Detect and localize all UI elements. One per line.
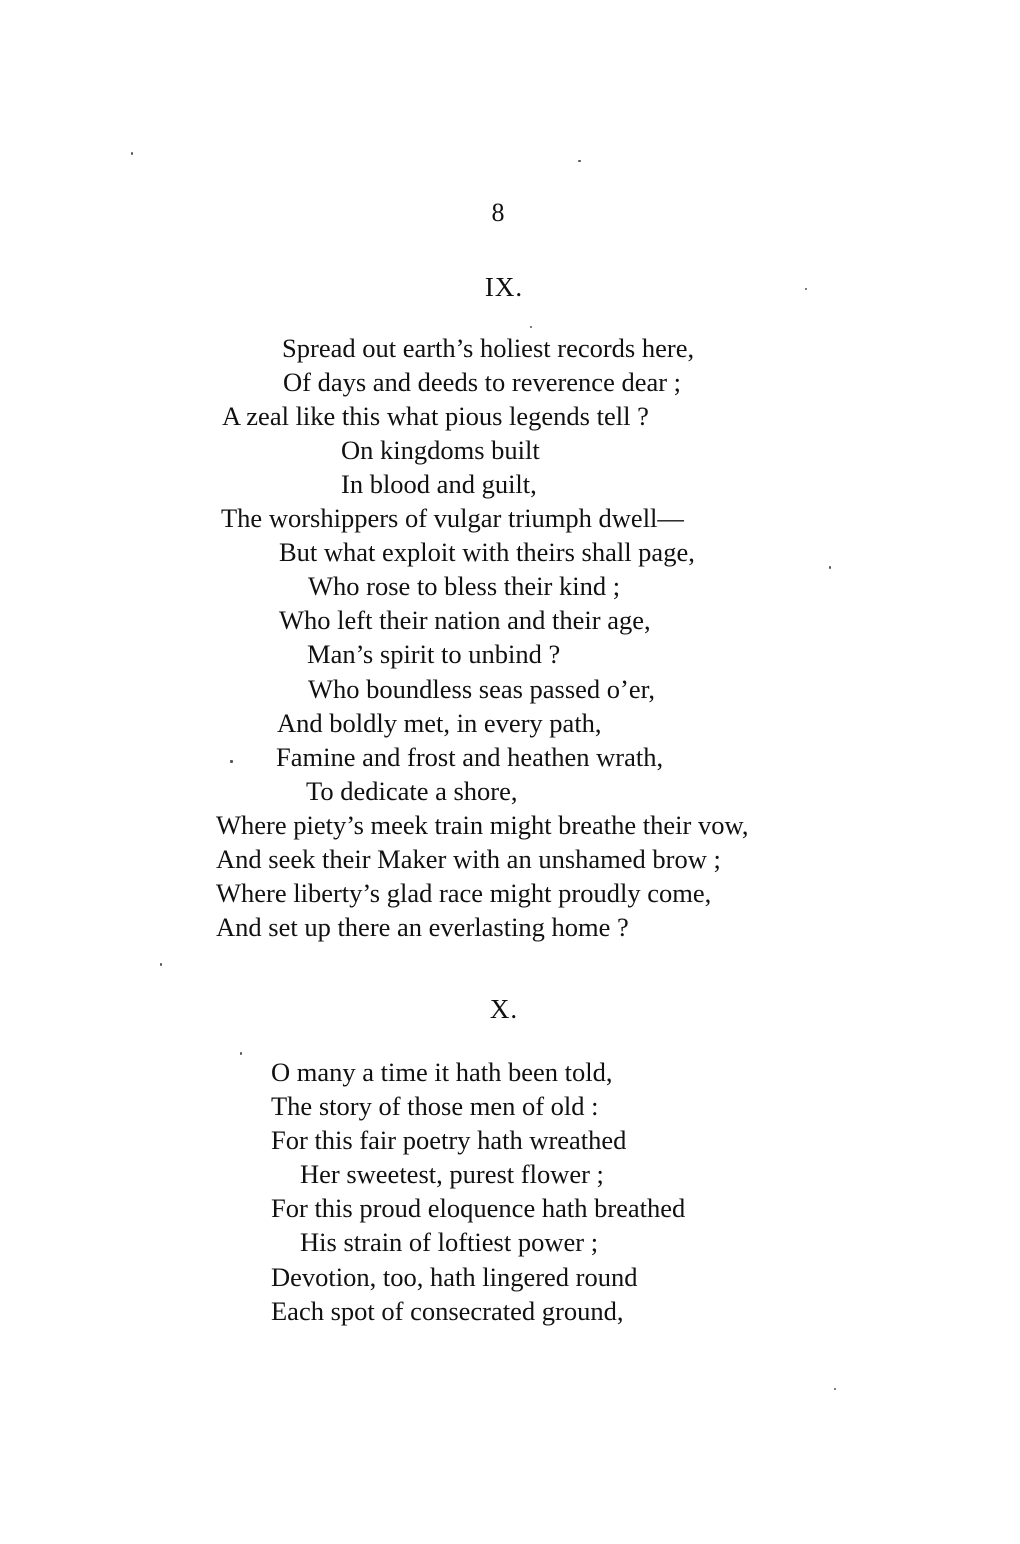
poem-line: Devotion, too, hath lingered round	[271, 1262, 638, 1292]
scan-speck	[230, 760, 233, 763]
poem-line: Of days and deeds to reverence dear ;	[283, 367, 682, 397]
scan-speck	[240, 1052, 242, 1055]
poem-line: Where piety’s meek train might breathe their vow,	[216, 810, 749, 840]
scan-speck	[578, 160, 581, 162]
poem-line: Who boundless seas passed o’er,	[308, 674, 656, 704]
poem-line: Spread out earth’s holiest records here,	[282, 333, 695, 363]
poem-line: A zeal like this what pious legends tell ?	[222, 401, 649, 431]
page-number: 8	[491, 198, 505, 227]
poem-line: Each spot of consecrated ground,	[271, 1296, 624, 1326]
poem-line: The worshippers of vulgar triumph dwell—	[221, 503, 684, 533]
scan-speck	[160, 963, 162, 966]
poem-line: His strain of loftiest power ;	[300, 1227, 599, 1257]
poem-line: On kingdoms built	[341, 435, 540, 465]
scan-speck	[834, 1388, 836, 1390]
poem-line: And boldly met, in every path,	[277, 708, 602, 738]
poem-line: To dedicate a shore,	[306, 776, 518, 806]
stanza-heading-ix: IX.	[484, 272, 524, 302]
poem-line: The story of those men of old :	[271, 1091, 599, 1121]
poem-line: Man’s spirit to unbind ?	[307, 639, 561, 669]
stanza-heading-x: X.	[489, 994, 519, 1024]
poem-line: And seek their Maker with an unshamed brow ;	[216, 844, 721, 874]
poem-line: But what exploit with theirs shall page,	[279, 537, 695, 567]
poem-line: For this proud eloquence hath breathed	[271, 1193, 686, 1223]
poem-line: In blood and guilt,	[341, 469, 537, 499]
scan-speck	[530, 326, 532, 328]
poem-line: Where liberty’s glad race might proudly come,	[216, 878, 712, 908]
scan-speck	[131, 152, 133, 155]
scan-speck	[829, 566, 831, 569]
poem-line: Her sweetest, purest flower ;	[300, 1159, 604, 1189]
poem-line: For this fair poetry hath wreathed	[271, 1125, 627, 1155]
poem-line: Famine and frost and heathen wrath,	[276, 742, 664, 772]
scan-speck	[805, 288, 807, 290]
poem-line: And set up there an everlasting home ?	[216, 912, 629, 942]
poem-line: Who rose to bless their kind ;	[308, 571, 621, 601]
poem-line: O many a time it hath been told,	[271, 1057, 613, 1087]
poem-line: Who left their nation and their age,	[279, 605, 651, 635]
